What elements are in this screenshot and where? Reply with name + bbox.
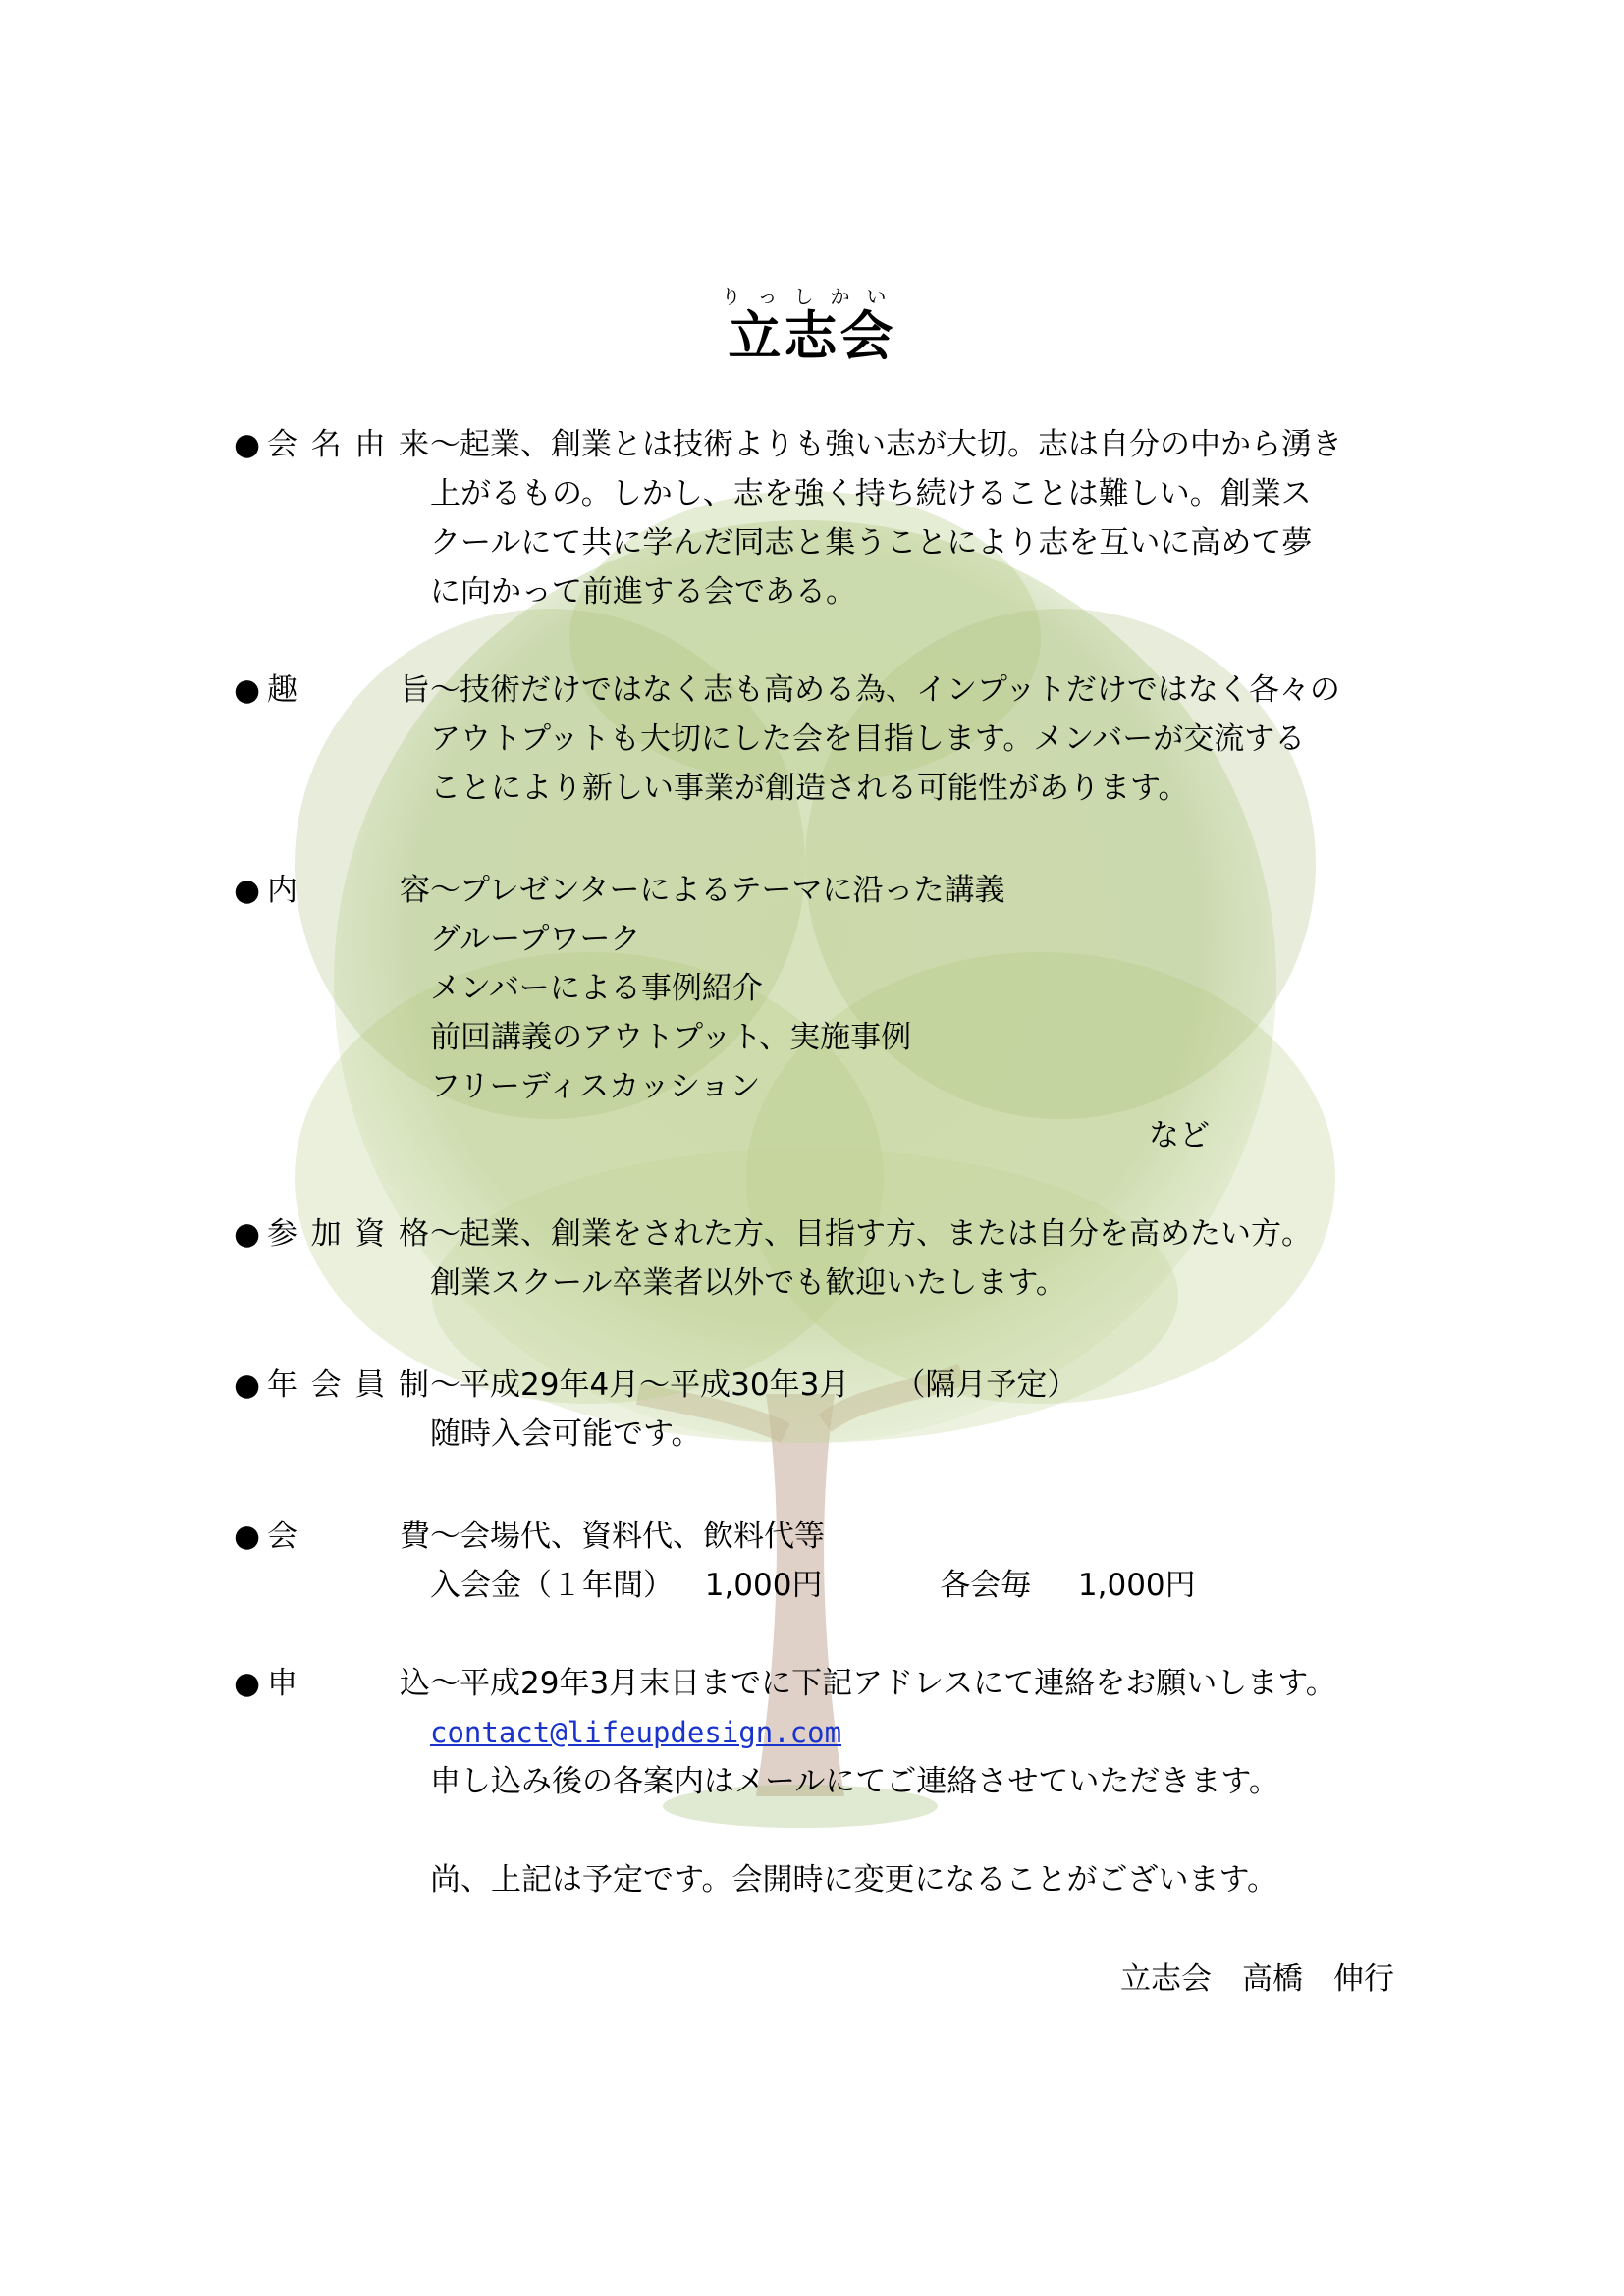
bullet-icon: ●: [234, 1519, 261, 1554]
bullet-icon: ●: [234, 672, 261, 708]
section-label: 会 名 由 来: [267, 427, 430, 462]
body-text: に向かって前進する会である。: [430, 574, 856, 610]
page-title: 立志会: [728, 305, 896, 367]
bullet-icon: ●: [234, 1216, 261, 1252]
content-item: プレゼンターによるテーマに沿った講義: [460, 873, 1005, 908]
title-ruby: りっしかい: [721, 285, 903, 308]
each-fee-label: 各会毎: [940, 1568, 1032, 1603]
section-label: 内 容: [267, 873, 430, 908]
membership-note: （隔月予定）: [894, 1367, 1078, 1403]
notice-text: 尚、上記は予定です。会開時に変更になることがございます。: [430, 1862, 1278, 1897]
etc-text: など: [1149, 1118, 1210, 1153]
section-purpose: [234, 666, 1412, 813]
bullet-icon: ●: [234, 427, 261, 462]
membership-period: 平成29年4月～平成30年3月: [460, 1367, 850, 1403]
bullet-icon: ●: [234, 1367, 261, 1403]
entry-fee-amount: 1,000円: [704, 1568, 823, 1603]
section-label: 会 費: [267, 1519, 430, 1554]
section-fee: [234, 1512, 1412, 1610]
body-text: 申し込み後の各案内はメールにてご連絡させていただきます。: [430, 1764, 1279, 1799]
tilde: ～: [430, 1216, 460, 1252]
section-apply: [234, 1659, 1412, 1904]
body-text: 随時入会可能です。: [430, 1416, 702, 1452]
body-text: 創業スクール卒業者以外でも歓迎いたします。: [430, 1265, 1066, 1301]
bullet-icon: ●: [234, 873, 261, 908]
body-text: 起業、創業とは技術よりも強い志が大切。志は自分の中から湧き: [460, 427, 1342, 462]
content-item: 前回講義のアウトプット、実施事例: [430, 1020, 912, 1055]
section-origin: [234, 420, 1412, 616]
contact-email-link[interactable]: contact@lifeupdesign.com: [430, 1716, 842, 1749]
tilde: ～: [430, 873, 460, 908]
content-item: メンバーによる事例紹介: [430, 971, 763, 1006]
section-label: 参 加 資 格: [267, 1216, 430, 1252]
body-text: 技術だけではなく志も高める為、インプットだけではなく各々の: [460, 672, 1340, 708]
body-text: クールにて共に学んだ同志と集うことにより志を互いに高めて夢: [430, 525, 1313, 561]
section-label: 申 込: [267, 1666, 430, 1701]
body-text: 平成29年3月末日までに下記アドレスにて連絡をお願いします。: [460, 1666, 1336, 1701]
tilde: ～: [430, 427, 460, 462]
section-membership: [234, 1361, 1412, 1459]
body-text: ことにより新しい事業が創造される可能性があります。: [430, 771, 1189, 806]
fee-detail: [234, 1561, 1412, 1610]
bullet-icon: ●: [234, 1666, 261, 1701]
content-item: フリーディスカッション: [430, 1069, 761, 1104]
section-content: [234, 866, 1412, 1160]
body-text: アウトプットも大切にした会を目指します。メンバーが交流する: [430, 721, 1306, 757]
each-fee-amount: 1,000円: [1077, 1568, 1196, 1603]
tilde: ～: [430, 1666, 460, 1701]
tilde: ～: [430, 672, 460, 708]
section-label: 趣 旨: [267, 672, 430, 708]
body-text: 起業、創業をされた方、目指す方、または自分を高めたい方。: [460, 1216, 1312, 1252]
signature: 立志会 高橋 伸行: [1120, 1961, 1394, 1997]
tilde: ～: [430, 1367, 460, 1403]
body-text: 会場代、資料代、飲料代等: [460, 1519, 825, 1554]
section-label: 年 会 員 制: [267, 1367, 430, 1403]
tilde: ～: [430, 1519, 460, 1554]
section-eligibility: [234, 1209, 1412, 1308]
body-text: 上がるもの。しかし、志を強く持ち続けることは難しい。創業ス: [430, 476, 1312, 511]
entry-fee-label: 入会金（１年間）: [430, 1568, 674, 1603]
content-item: グループワーク: [430, 922, 641, 957]
